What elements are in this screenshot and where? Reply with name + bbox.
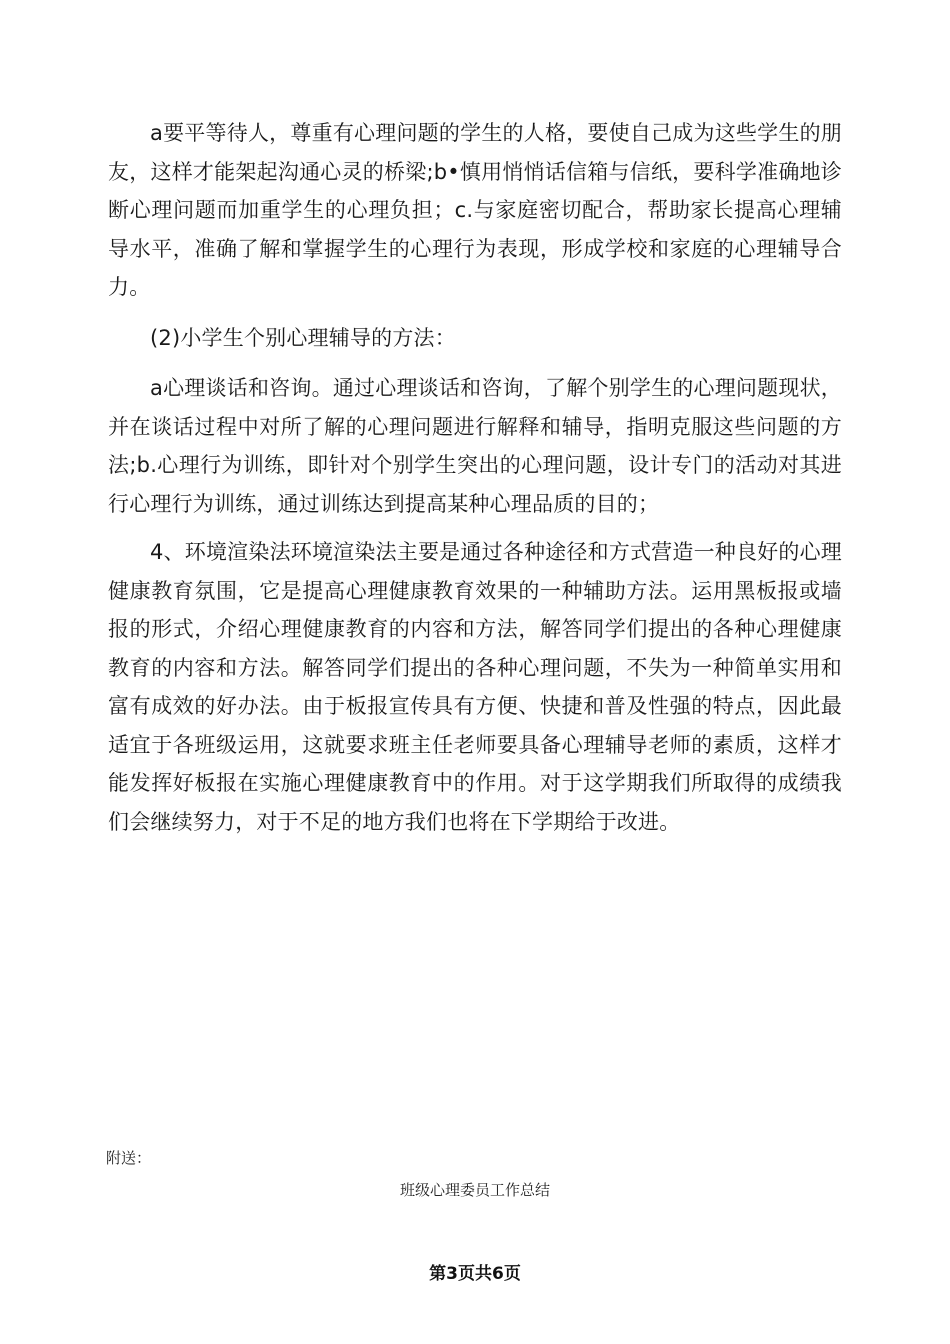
appendix-label: 附送： xyxy=(106,1149,152,1167)
paragraph-heading-methods: (2)小学生个别心理辅导的方法： xyxy=(150,325,456,350)
paragraph-methods: a心理谈话和咨询。通过心理谈话和咨询，了解个别学生的心理问题现状，并在谈话过程中对所了解的心理问题进行解释和辅导，指明克服这些问题的方法;b.心理行为训练，即针对个别学生突出的心理问题，设计专门的活动对其进行心理行为训练，通过训练达到提高某种心理品质的目的； xyxy=(108,376,842,516)
paragraph-principles: a要平等待人，尊重有心理问题的学生的人格，要使自己成为这些学生的朋友，这样才能架起沟通心灵的桥梁;b•慎用悄悄话信箱与信纸，要科学准确地诊断心理问题而加重学生的心理负担；c.与家庭密切配合，帮助家长提高心理辅导水平，准确了解和掌握学生的心理行为表现，形成学校和家庭的心理辅导合力。 xyxy=(108,121,842,299)
page-number-footer: 第3页共6页 xyxy=(429,1264,521,1284)
paragraph-environment: 4、环境渲染法环境渲染法主要是通过各种途径和方式营造一种良好的心理健康教育氛围，它是提高心理健康教育效果的一种辅助方法。运用黑板报或墙报的形式，介绍心理健康教育的内容和方法，解答同学们提出的各种心理健康教育的内容和方法。解答同学们提出的各种心理问题，不失为一种简单实用和富有成效的好办法。由于板报宣传具有方便、快捷和普及性强的特点，因此最适宜于各班级运用，这就要求班主任老师要具备心理辅导老师的素质，这样才能发挥好板报在实施心理健康教育中的作用。对于这学期我们所取得的成绩我们会继续努力，对于不足的地方我们也将在下学期给于改进。 xyxy=(108,540,842,834)
document-body xyxy=(108,114,842,841)
appendix-title: 班级心理委员工作总结 xyxy=(399,1181,550,1199)
